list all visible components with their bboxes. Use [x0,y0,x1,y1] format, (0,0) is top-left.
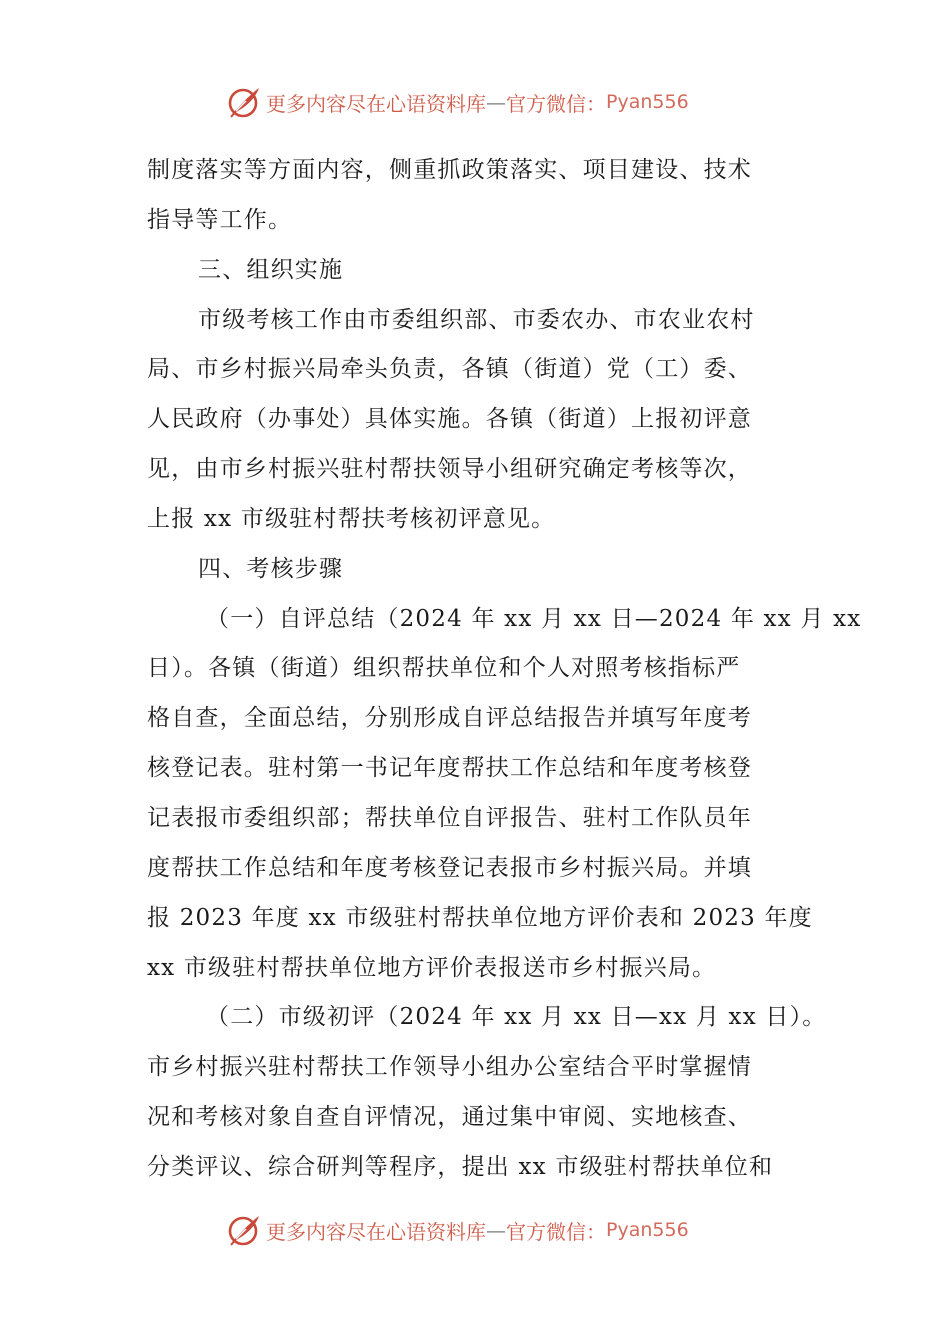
text-line: 见，由市乡村振兴驻村帮扶领导小组研究确定考核等次， [147,456,752,483]
section-heading: 三、组织实施 [198,256,344,283]
text-line: 上报 xx 市级驻村帮扶考核初评意见。 [147,505,556,532]
watermark-main-text: 更多内容尽在心语资料库 [266,91,486,116]
quill-logo-icon [226,84,262,120]
text-line: 指导等工作。 [147,206,293,233]
watermark-wechat-id: Pyan556 [606,91,689,113]
text-line: （一）自评总结（2024 年 xx 月 xx 日—2024 年 xx 月 xx [206,605,862,632]
text-line: 核登记表。驻村第一书记年度帮扶工作总结和年度考核登 [147,755,752,782]
text-line: 报 2023 年度 xx 市级驻村帮扶单位地方评价表和 2023 年度 [147,904,813,931]
watermark-dash: — [486,1218,506,1242]
watermark-wechat-id: Pyan556 [606,1219,689,1241]
text-line: （二）市级初评（2024 年 xx 月 xx 日—xx 月 xx 日）。 [206,1004,827,1031]
watermark-main-text: 更多内容尽在心语资料库 [266,1219,486,1244]
text-line: 市级考核工作由市委组织部、市委农办、市农业农村 [198,306,755,333]
text-line: 人民政府（办事处）具体实施。各镇（街道）上报初评意 [147,406,752,433]
text-line: 局、市乡村振兴局牵头负责，各镇（街道）党（工）委、 [147,356,752,383]
section-heading: 四、考核步骤 [198,555,344,582]
watermark-header [226,84,689,120]
watermark-label: 官方微信： [506,91,606,116]
text-line: xx 市级驻村帮扶单位地方评价表报送市乡村振兴局。 [147,954,717,981]
watermark-label: 官方微信： [506,1219,606,1244]
text-line: 记表报市委组织部；帮扶单位自评报告、驻村工作队员年 [147,804,752,831]
text-line: 格自查，全面总结，分别形成自评总结报告并填写年度考 [147,705,752,732]
text-line: 况和考核对象自查自评情况，通过集中审阅、实地核查、 [147,1104,752,1131]
text-line: 日）。各镇（街道）组织帮扶单位和个人对照考核指标严 [147,655,741,682]
body-text [147,146,862,1193]
text-line: 市乡村振兴驻村帮扶工作领导小组办公室结合平时掌握情 [147,1054,752,1081]
quill-logo-icon [226,1212,262,1248]
text-line: 制度落实等方面内容，侧重抓政策落实、项目建设、技术 [147,157,752,183]
watermark-dash: — [486,90,506,114]
text-line: 分类评议、综合研判等程序，提出 xx 市级驻村帮扶单位和 [147,1153,774,1180]
watermark-footer [226,1212,689,1248]
text-line: 度帮扶工作总结和年度考核登记表报市乡村振兴局。并填 [147,854,752,881]
